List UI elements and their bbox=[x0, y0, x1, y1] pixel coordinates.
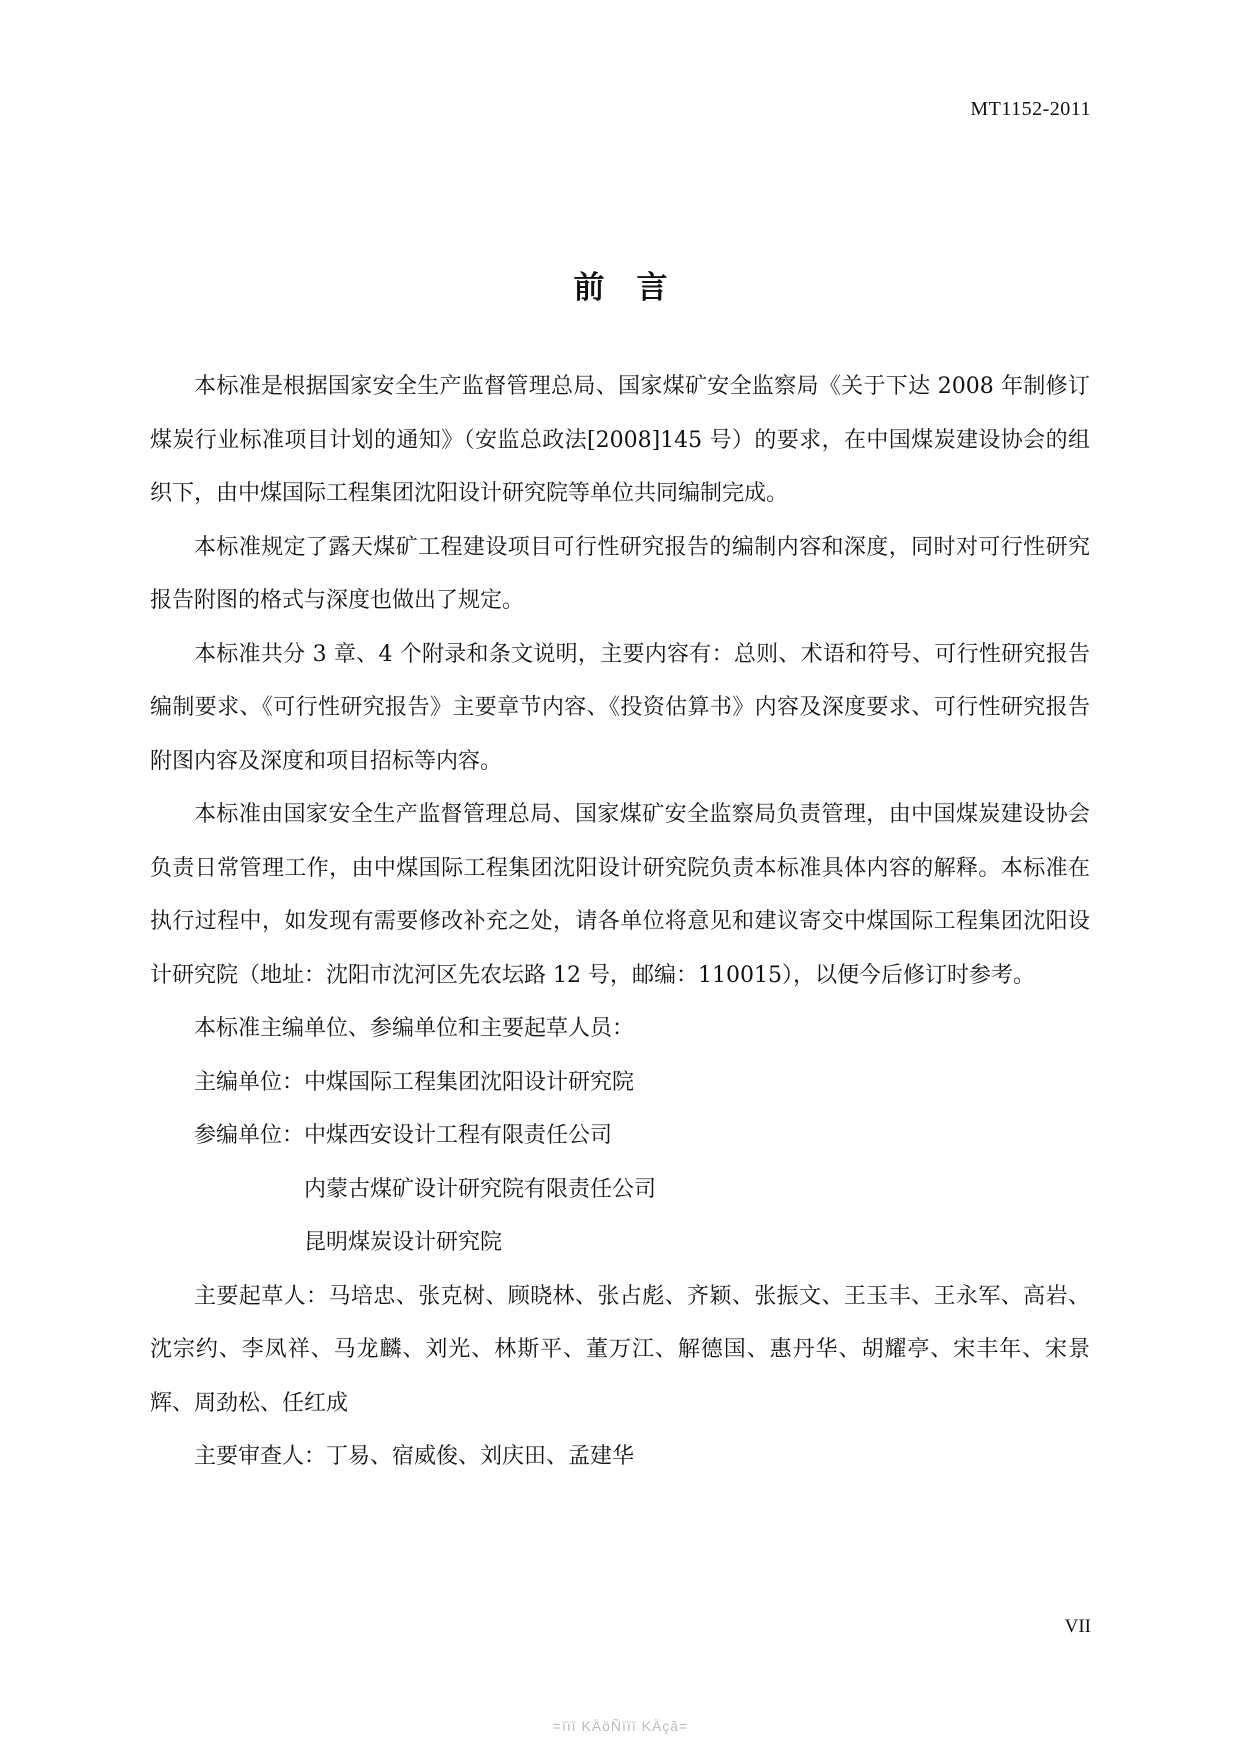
participating-unit-line bbox=[150, 1163, 1090, 1217]
participating-unit-value: 内蒙古煤矿设计研究院有限责任公司 bbox=[304, 1176, 657, 1202]
paragraph-basis: 本标准是根据国家安全生产监督管理总局、国家煤矿安全监察局《关于下达 2008 年制修订煤炭行业标准项目计划的通知》（安监总政法[2008]145 号）的要求，在中国煤炭建设协会的组织下，由中煤国际工程集团沈阳设计研究院等单位共同编制完成。 bbox=[150, 374, 1090, 506]
paragraph-management: 本标准由国家安全生产监督管理总局、国家煤矿安全监察局负责管理，由中国煤炭建设协会负责日常管理工作，由中煤国际工程集团沈阳设计研究院负责本标准具体内容的解释。本标准在执行过程中，如发现有需要修改补充之处，请各单位将意见和建议寄交中煤国际工程集团沈阳设计研究院（地址：沈阳市沈河区先农坛路 12 号，邮编：110015），以便今后修订时参考。 bbox=[150, 802, 1090, 988]
document-body bbox=[150, 360, 1090, 1484]
standard-code: MT1152-2011 bbox=[970, 98, 1091, 120]
page-title: 前言 bbox=[573, 270, 700, 306]
participating-unit-line bbox=[150, 1109, 1090, 1163]
chief-unit-line bbox=[150, 1056, 1090, 1110]
chief-unit-value: 中煤国际工程集团沈阳设计研究院 bbox=[304, 1069, 635, 1095]
participating-unit-value: 中煤西安设计工程有限责任公司 bbox=[304, 1123, 613, 1148]
participating-unit-label: 参编单位： bbox=[194, 1123, 305, 1148]
reviewers-list: 主要审查人：丁易、宿威俊、刘庆田、孟建华 bbox=[194, 1444, 635, 1469]
paragraph-scope: 本标准规定了露天煤矿工程建设项目可行性研究报告的编制内容和深度，同时对可行性研究报告附图的格式与深度也做出了规定。 bbox=[150, 534, 1090, 613]
units-intro: 本标准主编单位、参编单位和主要起草人员： bbox=[194, 1016, 635, 1041]
chief-unit-label: 主编单位： bbox=[194, 1069, 305, 1095]
footer-watermark: =ïïï KÄöÑïïï KÄçã= bbox=[552, 1718, 689, 1734]
page-number: VII bbox=[1064, 1616, 1091, 1637]
participating-unit-value: 昆明煤炭设计研究院 bbox=[304, 1230, 503, 1255]
drafters-list: 主要起草人：马培忠、张克树、顾晓林、张占彪、齐颖、张振文、王玉丰、王永军、高岩、沈宗约、李凤祥、马龙麟、刘光、林斯平、董万江、解德国、惠丹华、胡耀亭、宋丰年、宋景辉、周劲松、任红成 bbox=[150, 1283, 1090, 1416]
paragraph-structure: 本标准共分 3 章、4 个附录和条文说明，主要内容有：总则、术语和符号、可行性研究报告编制要求、《可行性研究报告》主要章节内容、《投资估算书》内容及深度要求、可行性研究报告附图内容及深度和项目招标等内容。 bbox=[150, 641, 1090, 774]
participating-unit-line bbox=[150, 1216, 1090, 1270]
